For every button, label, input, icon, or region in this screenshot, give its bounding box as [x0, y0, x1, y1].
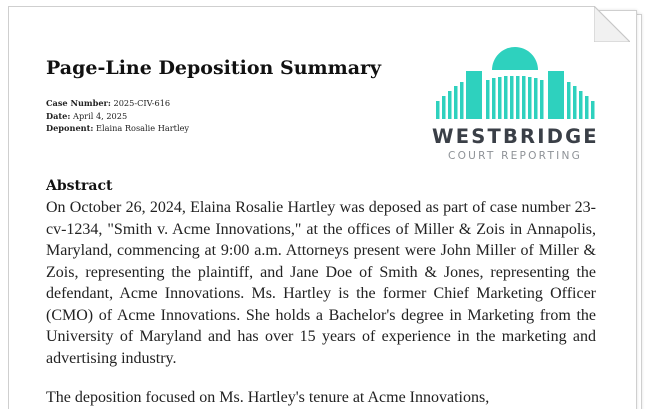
date-value: April 4, 2025 — [73, 110, 128, 121]
page-curl-icon — [594, 6, 630, 42]
abstract-paragraph: On October 26, 2024, Elaina Rosalie Hartley was deposed as part of case number 23-cv-1234, "Smith v. Acme Innovations," at the offices of Miller & Zois in Annapolis, Maryland, commencing at 9:00 a.m. Attorneys present were John Miller of Miller & Zois, representing the plaintiff, and Jane Doe of Smith & Jones, representing the defendant, Acme Innovations. Ms. Hartley is the former Chief Marketing Officer (CMO) of Acme Innovations. She holds a Bachelor's degree in Marketing from the University of Maryland and has over 15 years of experience in the marketing and advertising industry. — [46, 199, 596, 367]
date-label: Date: — [46, 110, 71, 121]
date-line — [46, 110, 189, 123]
document-title: Page-Line Deposition Summary — [46, 57, 382, 79]
body-paragraph: The deposition focused on Ms. Hartley's tenure at Acme Innovations, — [46, 389, 490, 406]
case-number-value: 2025-CIV-616 — [113, 98, 171, 108]
deponent-line — [46, 122, 189, 135]
deponent-value: Elaina Rosalie Hartley — [96, 123, 190, 133]
case-metadata — [46, 97, 189, 135]
deponent-label: Deponent: — [46, 123, 94, 133]
case-number-line — [46, 97, 189, 110]
logo-name: WESTBRIDGE — [432, 125, 599, 148]
abstract-heading: Abstract — [46, 178, 113, 194]
westbridge-logo — [432, 44, 598, 170]
case-number-label: Case Number: — [46, 98, 111, 108]
courthouse-logo-icon — [432, 44, 598, 124]
logo-subtitle: COURT REPORTING — [447, 150, 583, 162]
